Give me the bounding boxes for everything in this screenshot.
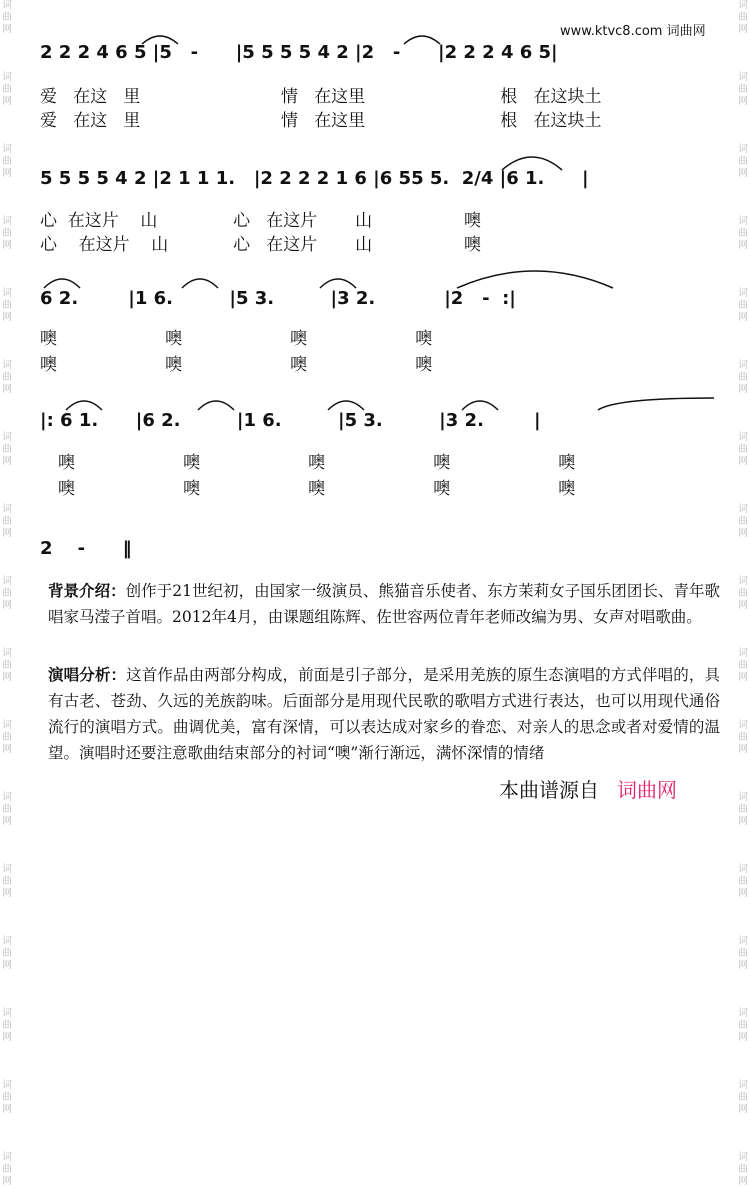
- lyric-row-4b: 噢 噢 噢 噢 噢: [58, 479, 576, 499]
- lyric-row-2b: 心 在这片 山 心 在这片 山 噢: [40, 235, 481, 255]
- watermark-right: 词曲网 词曲网 词曲网 词曲网 词曲网 词曲网 词曲网 词曲网 词曲网 词曲网 词曲网 词曲网 词曲网 词曲网 词曲网 词曲网 词曲网: [738, 0, 748, 1187]
- tie-arc: [455, 264, 615, 290]
- analysis-paragraph: [48, 662, 720, 766]
- lyric-row-1b: 爱 在这 里 情 在这里 根 在这块土: [40, 111, 602, 131]
- lyric-row-2a: 心 在这片 山 心 在这片 山 噢: [40, 211, 481, 231]
- background-paragraph: [48, 578, 720, 630]
- lyric-row-3b: 噢 噢 噢 噢: [40, 355, 433, 375]
- site-header: [560, 20, 706, 39]
- music-row-2: 5 5 5 5 4 2 |2 1 1 1. |2 2 2 2 1 6 |6 55 5. 2/4 |6 1. |: [40, 168, 589, 189]
- source-label: 本曲谱源自: [499, 778, 599, 802]
- background-label: 背景介绍：: [48, 582, 126, 600]
- music-row-4: |: 6 1. |6 2. |1 6. |5 3. |3 2. |: [40, 410, 541, 431]
- site-url: www.ktvc8.com: [560, 24, 663, 39]
- music-row-1: 2 2 2 4 6 5 |5 - |5 5 5 5 4 2 |2 - |2 2 2 4 6 5|: [40, 42, 558, 63]
- lyric-row-4a: 噢 噢 噢 噢 噢: [58, 453, 576, 473]
- music-row-3: 6 2. |1 6. |5 3. |3 2. |2 - :|: [40, 288, 516, 309]
- analysis-text: 这首作品由两部分构成，前面是引子部分，是采用羌族的原生态演唱的方式伴唱的，具有古老、苍劲、久远的羌族韵味。后面部分是用现代民歌的歌唱方式进行表达，也可以用现代通俗流行的演唱方式。曲调优美，富有深情，可以表达成对家乡的眷恋、对亲人的思念或者对爱情的温望。演唱时还要注意歌曲结束部分的衬词“噢”渐行渐远，满怀深情的情绪: [48, 666, 720, 762]
- background-text: 创作于21世纪初，由国家一级演员、熊猫音乐使者、东方茉莉女子国乐团团长、青年歌唱家马滢子首唱。2012年4月，由课题组陈辉、佐世容两位青年老师改编为男、女声对唱歌曲。: [48, 582, 720, 626]
- watermark-left: 词曲网 词曲网 词曲网 词曲网 词曲网 词曲网 词曲网 词曲网 词曲网 词曲网 词曲网 词曲网 词曲网 词曲网 词曲网 词曲网 词曲网: [2, 0, 12, 1187]
- tie-arc: [596, 396, 716, 412]
- source-credit: [495, 774, 681, 803]
- analysis-label: 演唱分析：: [48, 666, 127, 684]
- music-row-5: 2 - ‖: [40, 538, 132, 559]
- source-site[interactable]: 词曲网: [617, 778, 677, 802]
- lyric-row-1a: 爱 在这 里 情 在这里 根 在这块土: [40, 87, 602, 107]
- site-name: 词曲网: [666, 24, 706, 39]
- lyric-row-3a: 噢 噢 噢 噢: [40, 329, 433, 349]
